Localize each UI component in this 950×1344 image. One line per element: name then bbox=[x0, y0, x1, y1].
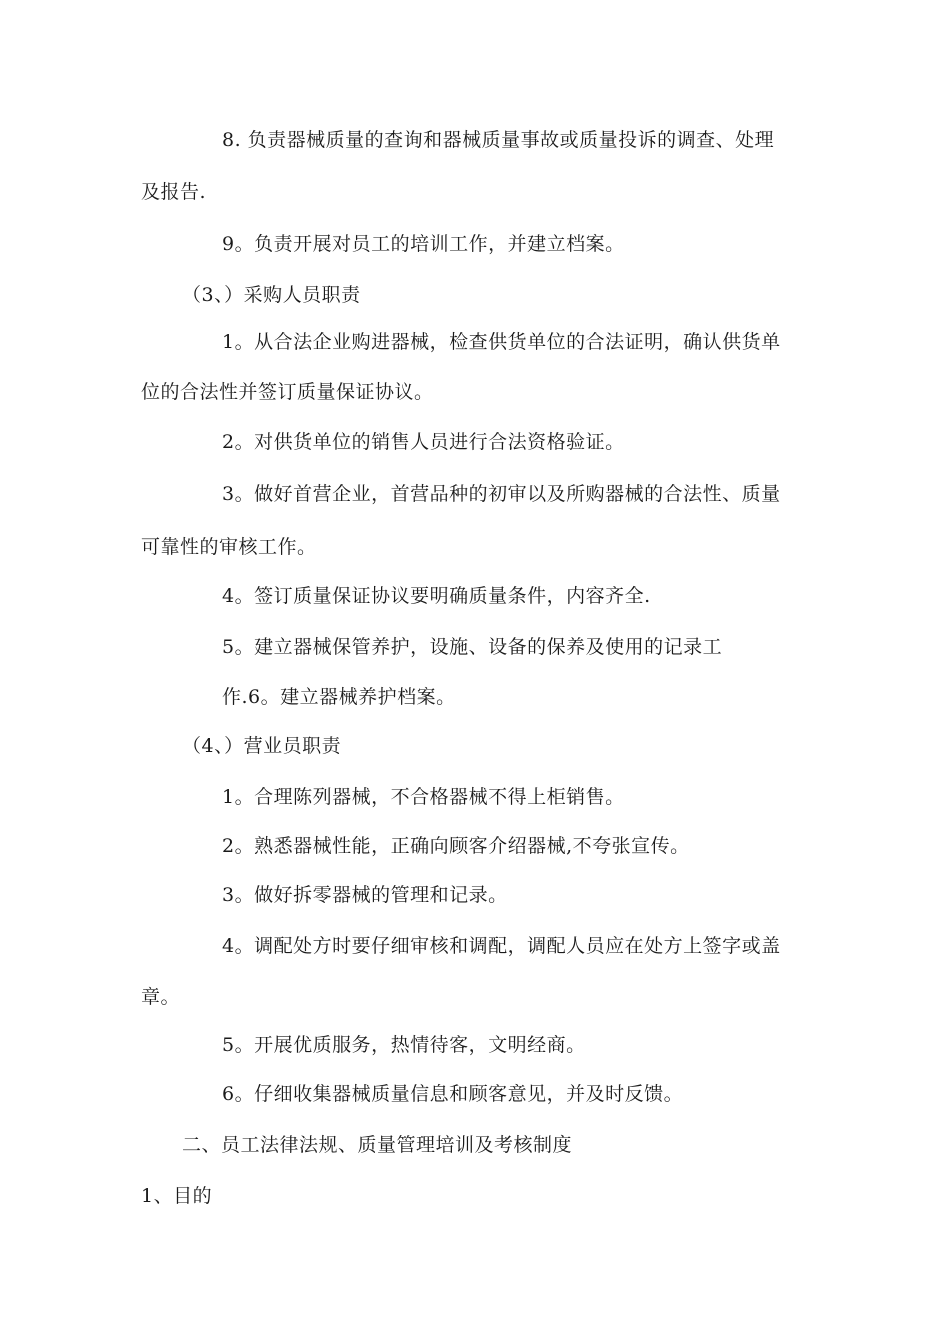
purchasing-item-4: 4。签订质量保证协议要明确质量条件，内容齐全. bbox=[222, 585, 651, 607]
purchasing-item-2: 2。对供货单位的销售人员进行合法资格验证。 bbox=[222, 431, 625, 453]
paragraph-item-8-line-2: 及报告. bbox=[141, 181, 207, 203]
section-heading-training: 二、员工法律法规、质量管理培训及考核制度 bbox=[182, 1134, 573, 1156]
purchasing-item-3-line-2: 可靠性的审核工作。 bbox=[141, 536, 317, 558]
sales-item-3: 3。做好拆零器械的管理和记录。 bbox=[222, 884, 508, 906]
sales-item-5: 5。开展优质服务，热情待客，文明经商。 bbox=[222, 1034, 586, 1056]
paragraph-item-9: 9。负责开展对员工的培训工作，并建立档案。 bbox=[222, 233, 625, 255]
purchasing-item-1-line-2: 位的合法性并签订质量保证协议。 bbox=[141, 381, 434, 403]
sales-item-4-line-1: 4。调配处方时要仔细审核和调配，调配人员应在处方上签字或盖 bbox=[222, 935, 781, 957]
sales-item-2: 2。熟悉器械性能，正确向顾客介绍器械,不夸张宣传。 bbox=[222, 835, 690, 857]
purchasing-item-1-line-1: 1。从合法企业购进器械，检查供货单位的合法证明，确认供货单 bbox=[222, 331, 781, 353]
purchasing-item-3-line-1: 3。做好首营企业，首营品种的初审以及所购器械的合法性、质量 bbox=[222, 483, 781, 505]
section-heading-purchasing: （3、）采购人员职责 bbox=[182, 284, 361, 306]
sales-item-1: 1。合理陈列器械，不合格器械不得上柜销售。 bbox=[222, 786, 625, 808]
section-heading-sales-staff: （4、）营业员职责 bbox=[182, 735, 342, 757]
sales-item-4-line-2: 章。 bbox=[141, 986, 181, 1008]
sales-item-6: 6。仔细收集器械质量信息和顾客意见，并及时反馈。 bbox=[222, 1083, 684, 1105]
purchasing-item-5-line-2: 作.6。建立器械养护档案。 bbox=[222, 686, 456, 708]
paragraph-item-8-line-1: 8. 负责器械质量的查询和器械质量事故或质量投诉的调查、处理 bbox=[222, 129, 775, 151]
purchasing-item-5-line-1: 5。建立器械保管养护，设施、设备的保养及使用的记录工 bbox=[222, 636, 723, 658]
subsection-heading-purpose: 1、目的 bbox=[141, 1185, 213, 1207]
